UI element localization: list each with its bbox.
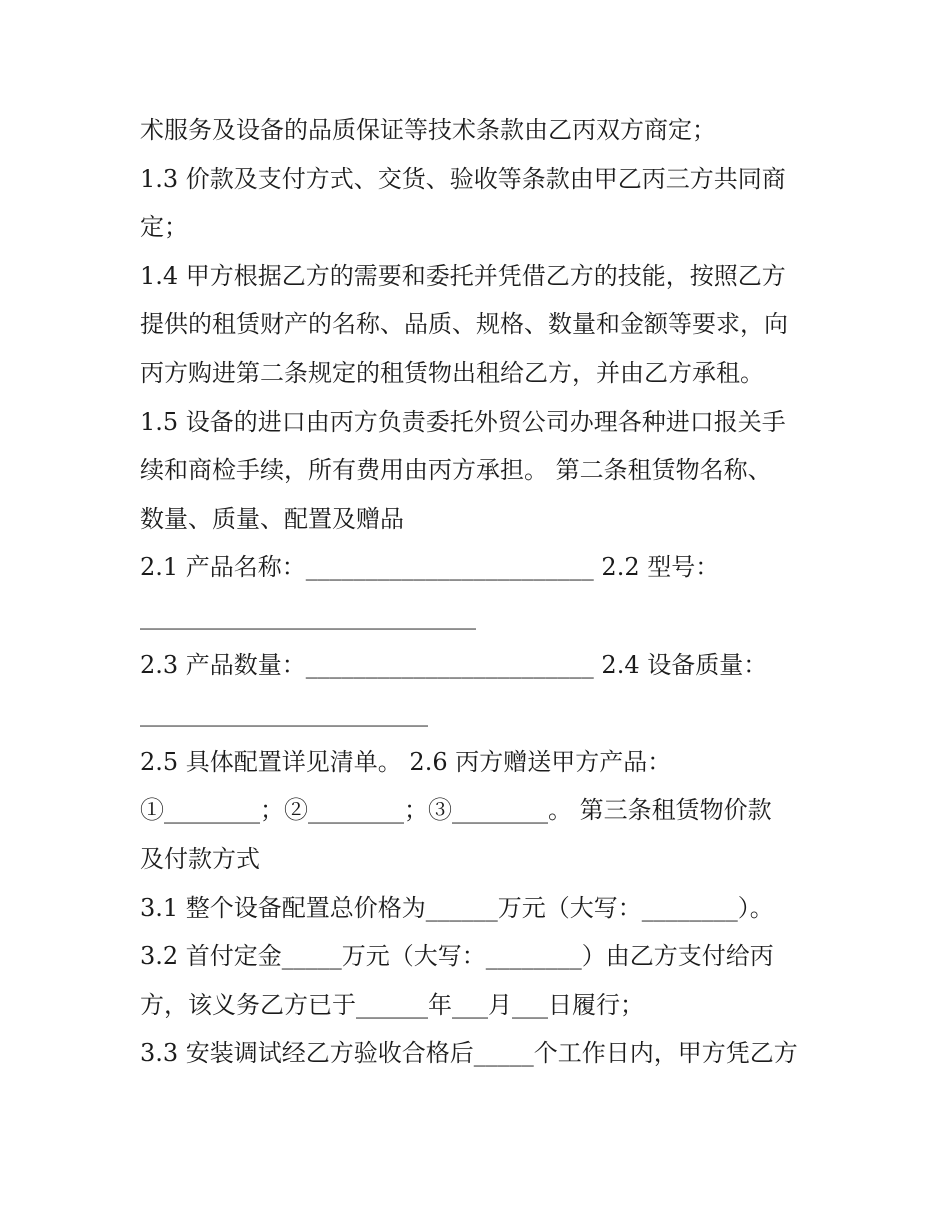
text-line: 定； — [140, 213, 188, 242]
text-line: 3.3 安装调试经乙方验收合格后_____个工作日内，甲方凭乙方 — [140, 1039, 798, 1068]
contract-text-body — [140, 106, 820, 1078]
text-line: 数量、质量、配置及赠品 — [140, 504, 404, 533]
text-line: 及付款方式 — [140, 844, 260, 873]
text-line: 续和商检手续，所有费用由丙方承担。 第二条租赁物名称、 — [140, 456, 772, 485]
text-line: ________________________ — [140, 699, 428, 728]
text-line: 2.3 产品数量：________________________ 2.4 设备质量： — [140, 650, 768, 679]
text-line: 方，该义务乙方已于______年___月___日履行； — [140, 990, 644, 1019]
text-line: 3.1 整个设备配置总价格为______万元（大写：________）。 — [140, 893, 774, 922]
text-line: 1.5 设备的进口由丙方负责委托外贸公司办理各种进口报关手 — [140, 407, 786, 436]
text-line: 术服务及设备的品质保证等技术条款由乙丙双方商定； — [140, 116, 716, 144]
text-line: 2.1 产品名称：________________________ 2.2 型号： — [140, 553, 720, 582]
text-line: 1.3 价款及支付方式、交货、验收等条款由甲乙丙三方共同商 — [140, 164, 786, 193]
text-line: 提供的租赁财产的名称、品质、规格、数量和金额等要求，向 — [140, 310, 788, 339]
text-line: ____________________________ — [140, 601, 476, 630]
text-line: 3.2 首付定金_____万元（大写：________）由乙方支付给丙 — [140, 942, 774, 971]
text-line: ①________；②________；③________。 第三条租赁物价款 — [140, 796, 772, 825]
text-line: 1.4 甲方根据乙方的需要和委托并凭借乙方的技能，按照乙方 — [140, 261, 786, 290]
text-line: 2.5 具体配置详见清单。 2.6 丙方赠送甲方产品： — [140, 747, 672, 776]
text-line: 丙方购进第二条规定的租赁物出租给乙方，并由乙方承租。 — [140, 358, 764, 387]
